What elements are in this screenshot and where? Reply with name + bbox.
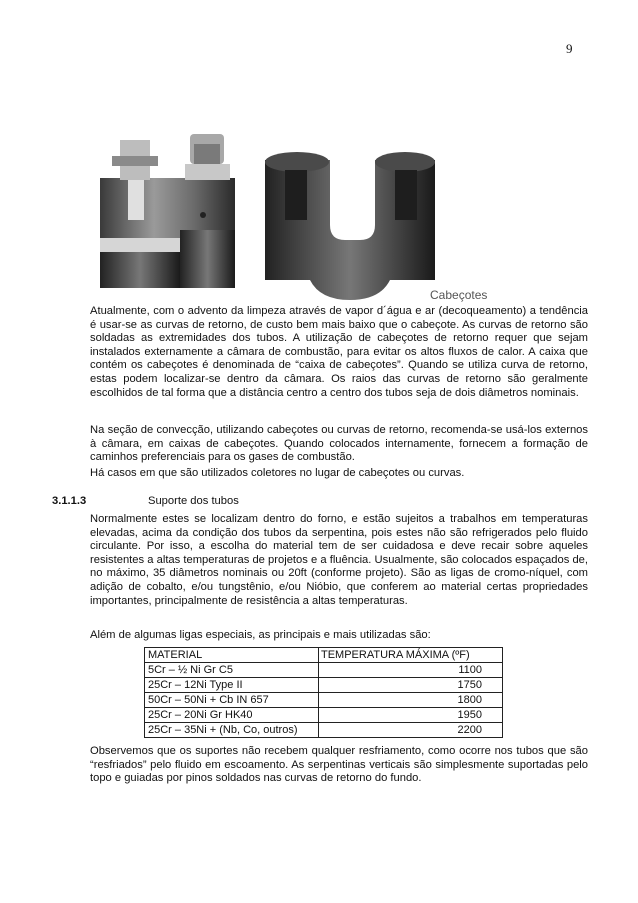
material-cell: 25Cr – 20Ni Gr HK40 [145, 708, 319, 723]
cutaway-header [100, 134, 235, 288]
page-number: 9 [566, 41, 573, 56]
table-row [145, 708, 503, 723]
paragraph-tube-supports: Normalmente estes se localizam dentro do forno, e estão sujeitos a trabalhos em temperaturas elevadas, acima da condição dos tubos da serpentina, pois estes não são refrigerados pelo fluido circulante. Por isso, a escolha do material tem de ser cuidadosa e deve recair sobre aqueles resistentes a altas temperaturas de projetos e a fluência. Usualmente, são colocados espaçados de, no máximo, 35 diâmetros nominais ou 20ft (conforme projeto). São as ligas de cromo-níquel, com adição de cobalto, e/ou tungstênio, e/ou Nióbio, que conferem ao material certas propriedades importantes, principalmente de resistência a altas temperaturas. [90, 513, 588, 607]
table-header-row [145, 648, 503, 663]
temperature-cell: 1750 [319, 678, 503, 693]
material-cell: 25Cr – 12Ni Type II [145, 678, 319, 693]
table-row [145, 678, 503, 693]
temperature-cell: 1950 [319, 708, 503, 723]
section-number: 3.1.1.3 [52, 495, 87, 507]
table-row [145, 693, 503, 708]
paragraph-convection: Na seção de convecção, utilizando cabeçotes ou curvas de retorno, recomenda-se usá-los externos à câmara, em caixas de cabeçotes. Quando colocados internamente, fornecem a formação de caminhos preferenciais para os gases de combustão. [90, 424, 588, 464]
temperature-cell: 1800 [319, 693, 503, 708]
section-title: Suporte dos tubos [148, 495, 239, 507]
paragraph-support-cooling: Observemos que os suportes não recebem qualquer resfriamento, como ocorre nos tubos que são “resfriados” pelo fluido em escoamento. As serpentinas verticais são simplesmente suportadas pelo topo e guiadas por pinos soldados nas curvas de retorno do fundo. [90, 745, 588, 785]
cabecotes-figure [90, 130, 510, 302]
u-header [265, 152, 435, 300]
header-max-temperature: TEMPERATURA MÁXIMA (ºF) [319, 648, 503, 663]
materials-table [144, 647, 503, 738]
table-row [145, 723, 503, 738]
paragraph-return-bends: Atualmente, com o advento da limpeza através de vapor d´água e ar (decoqueamento) a tendência é usar-se as curvas de retorno, de custo bem mais baixo que o cabeçote. As curvas de retorno são soldadas as extremidades dos tubos. A utilização de cabeçotes de retorno requer que sejam instalados externamente a câmara de combustão, para evitar os altos fluxos de calor. A caixa que contém os cabeçotes é denominada de “caixa de cabeçotes”. Quando se utiliza curva de retorno, estas podem localizar-se dentro da câmara. Os raios das curvas de retorno são geralmente escolhidos de tal forma que a distância centro a centro dos tubos seja de dois diâmetros nominais. [90, 305, 588, 399]
figure-caption: Cabeçotes [430, 288, 488, 302]
material-cell: 25Cr – 35Ni + (Nb, Co, outros) [145, 723, 319, 738]
temperature-cell: 2200 [319, 723, 503, 738]
table-row [145, 663, 503, 678]
paragraph-collectors: Há casos em que são utilizados coletores no lugar de cabeçotes ou curvas. [90, 467, 465, 479]
temperature-cell: 1100 [319, 663, 503, 678]
material-cell: 5Cr – ½ Ni Gr C5 [145, 663, 319, 678]
paragraph-alloys-intro: Além de algumas ligas especiais, as principais e mais utilizadas são: [90, 629, 431, 641]
material-cell: 50Cr – 50Ni + Cb IN 657 [145, 693, 319, 708]
header-material: MATERIAL [145, 648, 319, 663]
